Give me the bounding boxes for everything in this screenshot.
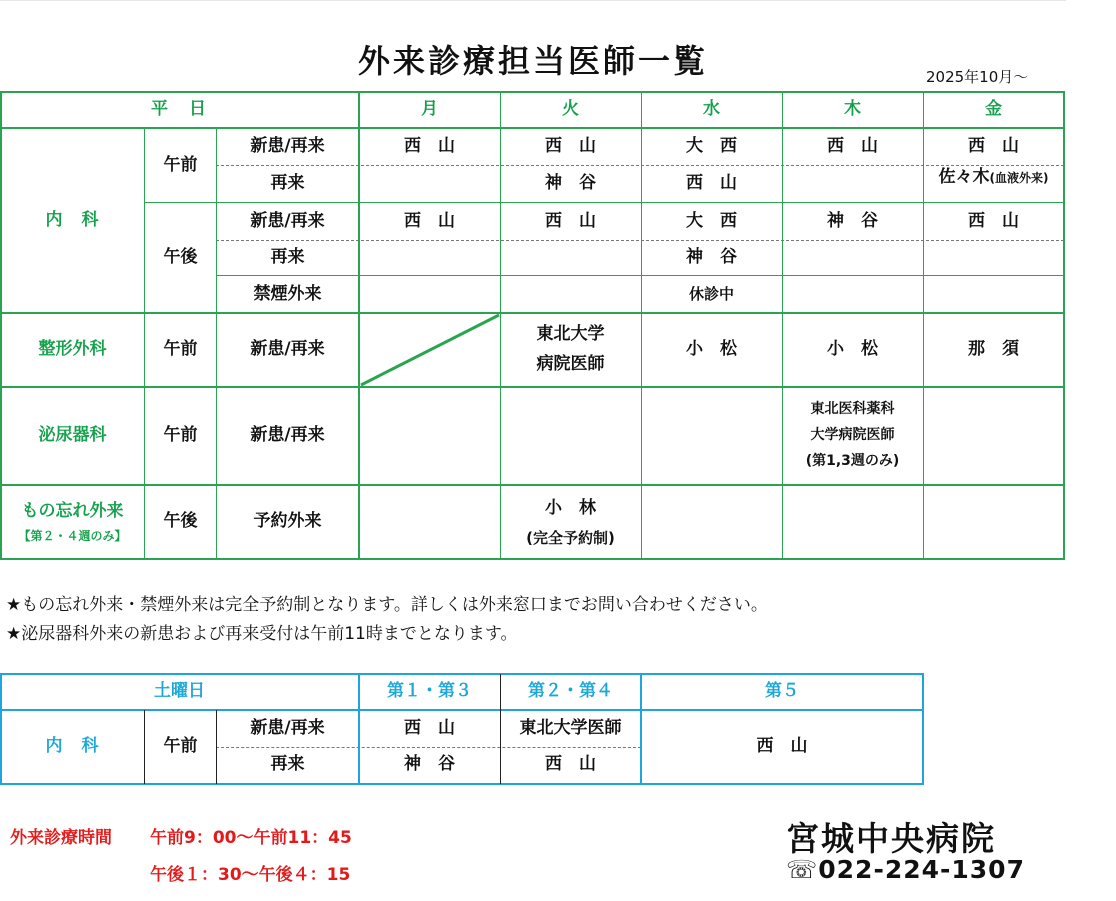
dept-orthopedics: 整形外科	[38, 339, 107, 360]
week-header-2-4: 第２・第４	[528, 681, 613, 702]
grid-line	[640, 673, 642, 785]
grid-line	[0, 783, 924, 785]
visit-type: 再来	[270, 173, 305, 194]
grid-line	[0, 386, 1064, 388]
grid-line	[922, 673, 924, 785]
doctor-name: 佐々木	[938, 167, 990, 187]
doctor-line: 病院医師	[536, 354, 605, 374]
doctor-cell: 東北大学医師	[519, 717, 622, 738]
grid-line	[0, 127, 1064, 129]
top-rule	[0, 0, 1066, 1]
period-am: 午前	[163, 154, 198, 175]
visit-type: 新患/再来	[250, 339, 325, 360]
grid-line	[500, 91, 501, 559]
hospital-phone	[786, 855, 1025, 884]
dept-name: もの忘れ外来	[21, 501, 124, 522]
period-am: 午前	[163, 425, 198, 446]
doctor-cell: 那 須	[968, 339, 1019, 360]
clinic-note: (血液外来)	[989, 171, 1049, 185]
doctor-cell: 大 西	[686, 210, 737, 231]
day-header-mon: 月	[421, 99, 438, 120]
doctor-cell: 西 山	[404, 210, 455, 231]
doctor-cell: 小 松	[686, 339, 737, 360]
doctor-cell: 大 西	[686, 135, 737, 156]
dept-internal-medicine: 内 科	[45, 209, 100, 230]
period-pm: 午後	[163, 511, 198, 532]
doctor-line: 東北大学	[536, 324, 605, 345]
page-title: 外来診療担当医師一覧	[357, 42, 708, 80]
grid-line	[0, 91, 1064, 93]
doctor-line: (完全予約制)	[526, 528, 615, 547]
grid-line	[500, 674, 501, 784]
grid-line	[358, 91, 360, 560]
doctor-line: 東北医科薬科	[810, 401, 895, 418]
doctor-line: 大学病院医師	[810, 427, 895, 444]
doctor-cell: 西 山	[968, 135, 1019, 156]
visit-type: 新患/再来	[250, 717, 325, 738]
dept-memory-clinic	[0, 485, 145, 559]
doctor-cell: 西 山	[686, 173, 737, 194]
grid-line	[216, 275, 1064, 276]
doctor-cell: 神 谷	[404, 754, 455, 775]
doctor-cell: 西 山	[545, 210, 596, 231]
doctor-cell: 西 山	[968, 210, 1019, 231]
doctor-cell: 神 谷	[545, 173, 596, 194]
doctor-cell: 西 山	[404, 717, 455, 738]
period-am: 午前	[163, 339, 198, 360]
day-header-thu: 木	[844, 99, 861, 120]
grid-line	[0, 673, 2, 785]
doctor-cell	[359, 165, 500, 203]
grid-line	[782, 91, 783, 559]
visit-type: 新患/再来	[250, 210, 325, 231]
grid-line	[144, 710, 145, 784]
grid-line	[0, 484, 1064, 486]
weekday-header-label: 平 日	[151, 99, 208, 120]
day-header-wed: 水	[703, 99, 720, 120]
hours-label: 外来診療時間	[10, 828, 112, 848]
visit-type: 新患/再来	[250, 425, 325, 446]
note-urology-reception: ★泌尿器科外来の新患および再来受付は午前11時までとなります。	[6, 624, 518, 644]
grid-line	[0, 673, 924, 675]
doctor-cell: 西 山	[545, 135, 596, 156]
grid-line	[0, 709, 924, 711]
phone-number: 022-224-1307	[818, 855, 1025, 884]
doctor-cell-week5: 西 山	[756, 735, 808, 756]
grid-line	[216, 240, 1064, 241]
grid-line	[0, 558, 1064, 560]
doctor-cell: 神 谷	[686, 247, 737, 268]
doctor-cell: 小 松	[827, 339, 878, 360]
grid-line	[216, 747, 641, 748]
grid-line	[1063, 91, 1065, 560]
grid-line	[641, 91, 642, 559]
grid-line	[216, 128, 217, 559]
week-header-1-3: 第１・第３	[387, 681, 472, 702]
doctor-cell-tue	[500, 485, 641, 559]
grid-line	[358, 673, 360, 785]
hours-afternoon: 午後１：30～午後４：15	[150, 865, 351, 885]
doctor-cell: 神 谷	[827, 210, 878, 231]
grid-line	[216, 710, 217, 784]
grid-line	[0, 312, 1064, 314]
grid-line	[216, 165, 1064, 166]
closed-status: 休診中	[688, 285, 734, 304]
dept-urology: 泌尿器科	[38, 425, 107, 446]
hours-morning: 午前9：00～午前11：45	[150, 828, 352, 848]
visit-type: 新患/再来	[250, 135, 325, 156]
doctor-cell	[782, 165, 923, 203]
grid-line	[923, 91, 924, 559]
no-clinic-diagonal	[359, 313, 500, 387]
telephone-icon: ☏	[786, 855, 819, 884]
week-header-5: 第５	[765, 681, 799, 702]
visit-type: 予約外来	[253, 511, 322, 532]
grid-line	[0, 91, 2, 560]
doctor-line: (第1,3週のみ)	[805, 452, 900, 469]
dept-week-note: 【第２・４週のみ】	[18, 529, 127, 544]
day-header-tue: 火	[562, 99, 579, 120]
period-pm: 午後	[163, 247, 198, 268]
grid-line	[144, 128, 145, 559]
doctor-line: 小 林	[545, 497, 596, 518]
doctor-cell: 西 山	[404, 135, 455, 156]
note-reservation: ★もの忘れ外来・禁煙外来は完全予約制となります。詳しくは外来窓口までお問い合わせください。	[6, 595, 768, 615]
hospital-name: 宮城中央病院	[786, 819, 996, 858]
doctor-cell: 西 山	[545, 754, 596, 775]
doctor-cell-fri	[923, 165, 1064, 203]
visit-type: 再来	[270, 247, 305, 268]
visit-type: 禁煙外来	[253, 283, 322, 304]
period-am: 午前	[163, 735, 198, 756]
doctor-cell: 西 山	[827, 135, 878, 156]
dept-internal-medicine: 内 科	[45, 735, 100, 756]
effective-date: 2025年10月～	[926, 68, 1029, 86]
day-header-fri: 金	[985, 99, 1002, 120]
saturday-header-label: 土曜日	[154, 681, 205, 702]
doctor-cell-thu	[782, 387, 923, 485]
doctor-cell-tue	[500, 313, 641, 387]
grid-line	[145, 202, 1064, 203]
visit-type: 再来	[270, 754, 305, 775]
